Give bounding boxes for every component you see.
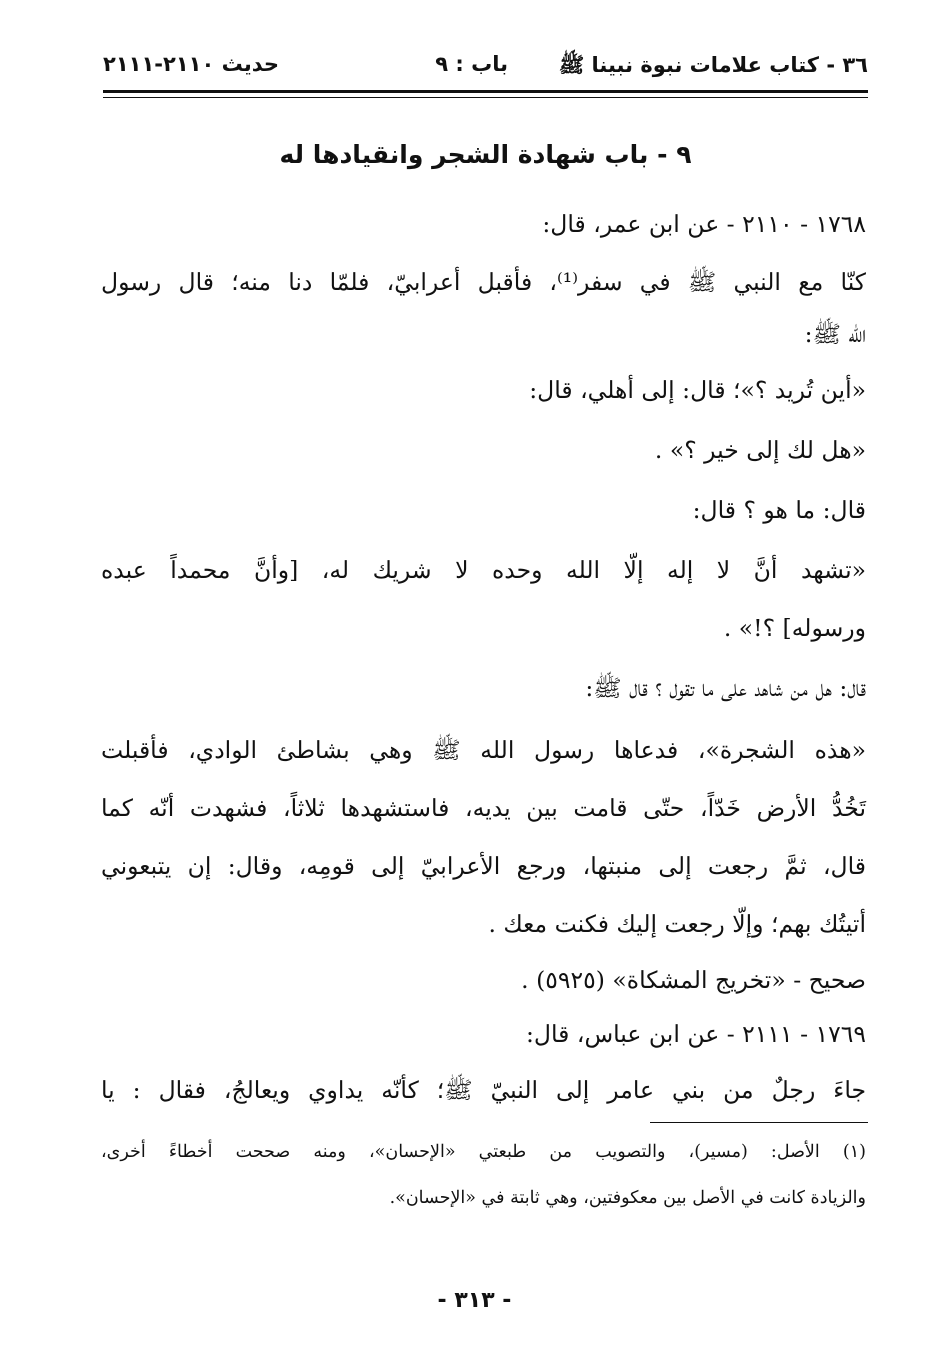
header-rule-thin bbox=[103, 97, 868, 98]
grading-line: صحيح - «تخريج المشكاة» (٥٩٢٥) . bbox=[521, 966, 866, 994]
text-line: الله ﷺ: bbox=[804, 320, 866, 348]
text-line: قال: ما هو ؟ قال: bbox=[692, 496, 866, 524]
running-header bbox=[103, 44, 868, 88]
header-hadith-range: حديث ٢١١٠-٢١١١ bbox=[103, 52, 279, 76]
header-book-title: ٣٦ - كتاب علامات نبوة نبينا ﷺ bbox=[558, 53, 868, 77]
footnote-rule bbox=[650, 1122, 868, 1123]
hadith-1768-heading: ١٧٦٨ - ٢١١٠ - عن ابن عمر، قال: bbox=[542, 210, 866, 238]
page-number: - ٣١٣ - bbox=[437, 1288, 512, 1313]
text-line: «هل لك إلى خير ؟» . bbox=[654, 436, 866, 464]
header-rule-thick bbox=[103, 90, 868, 93]
text-line: «أين تُريد ؟»؛ قال: إلى أهلي، قال: bbox=[529, 376, 866, 404]
footnote-line: (١) الأصل: (مسير)، والتصويب من طبعتي «الإحسان»، ومنه صححت أخطاءً أخرى، bbox=[101, 1142, 866, 1162]
hadith-1769-heading: ١٧٦٩ - ٢١١١ - عن ابن عباس، قال: bbox=[526, 1020, 866, 1048]
text-line: جاءَ رجلٌ من بني عامر إلى النبيّ ﷺ؛ كأنّه يداوي ويعالجُ، فقال : يا bbox=[101, 1076, 866, 1104]
text-line: «هذه الشجرة»، فدعاها رسول الله ﷺ وهي بشاطئ الوادي، فأقبلت bbox=[101, 736, 866, 764]
header-chapter: باب : ٩ bbox=[435, 52, 508, 76]
text-line: أتيتُك بهم؛ وإلّا رجعت إليك فكنت معك . bbox=[488, 910, 866, 938]
text-line: قال، ثمَّ رجعت إلى منبتها، ورجع الأعرابيّ إلى قومِه، وقال: إن يتبعوني bbox=[101, 852, 866, 880]
footnote-line: والزيادة كانت في الأصل بين معكوفتين، وهي ثابتة في «الإحسان». bbox=[389, 1188, 866, 1208]
text-line: «تشهد أنَّ لا إله إلّا الله وحده لا شريك له، [وأنَّ محمداً عبده bbox=[101, 556, 866, 584]
chapter-title: ٩ - باب شهادة الشجر وانقيادها له bbox=[279, 140, 692, 169]
text-line: ورسوله] ؟!» . bbox=[723, 614, 866, 642]
text-line: قال: هل من شاهد على ما تقول ؟ قال ﷺ: bbox=[585, 674, 866, 702]
text-line: تَخُدُّ الأرض خَدّاً، حتّى قامت بين يديه، فاستشهدها ثلاثاً، فشهدت أنّه كما bbox=[101, 794, 866, 822]
text-line: كنّا مع النبي ﷺ في سفر⁽¹⁾، فأقبل أعرابيّ، فلمّا دنا منه؛ قال رسول bbox=[101, 268, 866, 296]
